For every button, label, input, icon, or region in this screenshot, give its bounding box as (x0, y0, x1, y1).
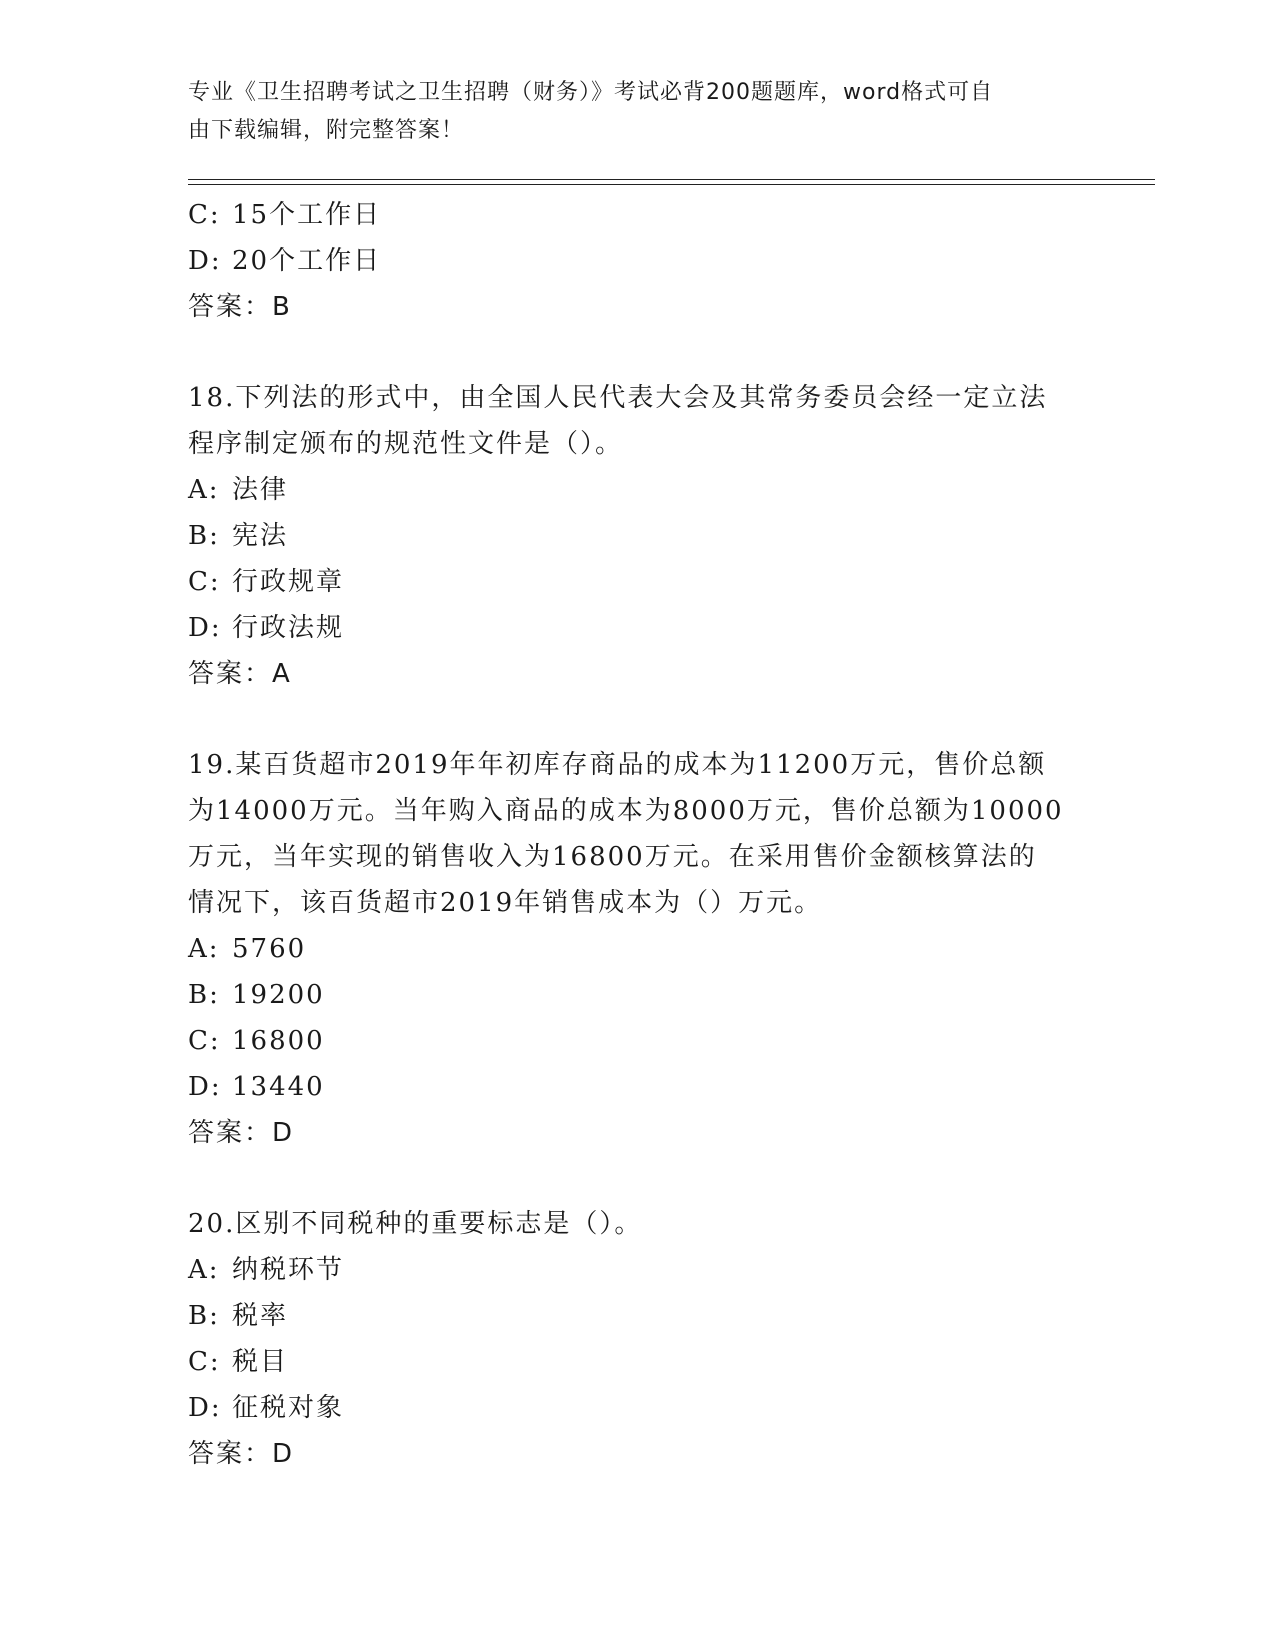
option-text: 13440 (232, 1072, 325, 1102)
question-text-line: 情况下，该百货超市2019年销售成本为（）万元。 (188, 888, 823, 918)
option-text: 20个工作日 (232, 246, 382, 276)
header-line-1: 专业《卫生招聘考试之卫生招聘（财务）》考试必背200题题库，word格式可自 (188, 80, 994, 105)
option-text: 纳税环节 (232, 1255, 345, 1285)
option-b (188, 513, 1088, 559)
option-text: 5760 (232, 934, 307, 964)
question-text-line: 20.区别不同税种的重要标志是（）。 (188, 1209, 643, 1239)
option-text: 行政规章 (232, 567, 345, 597)
option-key: B: (188, 980, 220, 1010)
option-b (188, 972, 1088, 1018)
option-key: D: (188, 1393, 222, 1423)
option-d (188, 1385, 1088, 1431)
question-text-line: 为14000万元。当年购入商品的成本为8000万元，售价总额为10000 (188, 796, 1064, 826)
option-key: A: (188, 934, 220, 964)
option-key: A: (188, 1255, 220, 1285)
question-text-line: 万元，当年实现的销售收入为16800万元。在采用售价金额核算法的 (188, 842, 1037, 872)
option-c (188, 192, 1088, 238)
option-key: C: (188, 567, 221, 597)
question-20 (188, 1201, 1088, 1477)
option-a (188, 926, 1088, 972)
option-d (188, 605, 1088, 651)
option-text: 税率 (232, 1301, 289, 1331)
option-key: D: (188, 613, 222, 643)
option-text: 法律 (232, 475, 289, 505)
answer-line: 答案：A (188, 659, 292, 689)
option-text: 宪法 (232, 521, 289, 551)
question-19 (188, 742, 1088, 1156)
question-17-tail (188, 192, 1088, 330)
option-c (188, 1339, 1088, 1385)
answer-line: 答案：B (188, 292, 292, 322)
option-key: D: (188, 246, 222, 276)
option-d (188, 1064, 1088, 1110)
option-key: B: (188, 1301, 220, 1331)
option-c (188, 559, 1088, 605)
answer-line: 答案：D (188, 1439, 295, 1469)
question-text-line: 18.下列法的形式中，由全国人民代表大会及其常务委员会经一定立法 (188, 383, 1048, 413)
option-key: B: (188, 521, 220, 551)
header-line-2: 由下载编辑，附完整答案！ (188, 118, 465, 143)
answer-line: 答案：D (188, 1118, 295, 1148)
option-text: 税目 (232, 1347, 289, 1377)
header-divider-bottom (188, 184, 1155, 185)
option-b (188, 1293, 1088, 1339)
option-text: 征税对象 (232, 1393, 345, 1423)
option-text: 19200 (232, 980, 325, 1010)
option-text: 15个工作日 (232, 200, 382, 230)
document-body (188, 192, 1088, 1477)
option-text: 行政法规 (232, 613, 345, 643)
question-text-line: 程序制定颁布的规范性文件是（）。 (188, 429, 624, 459)
option-d (188, 238, 1088, 284)
page-header (188, 74, 1078, 150)
option-c (188, 1018, 1088, 1064)
option-key: C: (188, 200, 221, 230)
option-a (188, 467, 1088, 513)
question-18 (188, 375, 1088, 697)
option-key: C: (188, 1347, 221, 1377)
option-key: A: (188, 475, 220, 505)
option-text: 16800 (232, 1026, 325, 1056)
option-key: C: (188, 1026, 221, 1056)
header-divider-top (188, 179, 1155, 180)
option-key: D: (188, 1072, 222, 1102)
option-a (188, 1247, 1088, 1293)
question-text-line: 19.某百货超市2019年年初库存商品的成本为11200万元，售价总额 (188, 750, 1047, 780)
